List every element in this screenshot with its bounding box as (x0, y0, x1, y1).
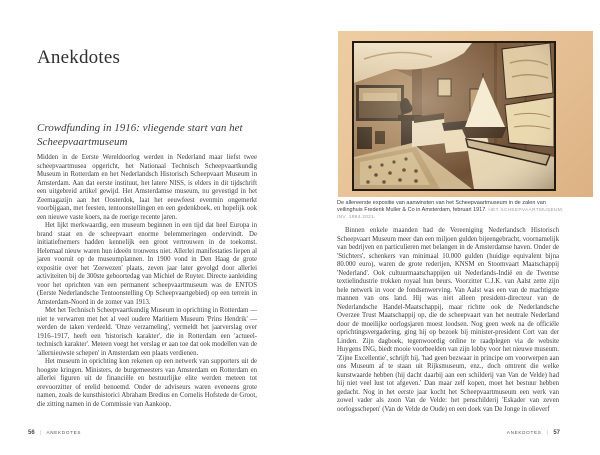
photo-caption (337, 200, 571, 222)
paragraph: Met het Technisch Scheepvaartkundig Museum in oprichting in Rotterdam — niet te verwarren met het al veel oudere Maritiem Museum 'Prins Hendrik' — werden de taken verdeeld. 'Onze verzameling', vermeldt het jaarverslag over 1916–1917, heeft een 'historisch karakter', die in Rotterdam een 'actueel-technisch karakter'. Meteen voegt het verslag er aan toe dat ook modellen van de 'allernieuwste schepen' in Amsterdam een plaats verdienen. (37, 307, 257, 357)
paragraph: Midden in de Eerste Wereldoorlog werden in Nederland maar liefst twee scheepvaartmusea opgericht, het Nationaal Technisch Scheepvaartkundig Museum in Rotterdam en het Nederlandsch Historisch Scheepvaart Museum in Amsterdam. Aan dat eerste instituut, het latere NISS, is elders in dit tijdschrift een uitgebreid artikel gewijd. Het Amsterdamse museum, nu gevestigd in het Zeemagazijn aan het Oosterdok, laat het eeuwfeest evenmin ongemerkt voorbijgaan, met feesten, tentoonstellingen en een gedenkboek, en hopelijk ook een nieuwe vaste koers, na de roerige recente jaren. (37, 154, 257, 221)
footer-section-label: ANEKDOTES (46, 430, 82, 435)
caption-text: De allereerste expositie van aanwinsten van het Scheepvaartmuseum in de zalen van veilinghuis Frederik Muller & Co in Amsterdam, februari 1917. (337, 200, 546, 214)
archival-photo-mount (338, 31, 593, 197)
paragraph: Binnen enkele maanden had de Vereeniging Nederlandsch Historisch Scheepvaart Museum meer dan een miljoen gulden bijeengebracht, voornamelijk van bedrijven en particulieren met belangen in de Amsterdamse haven. Onder de 'Stichters', schenkers van minimaal 10.000 gulden (huidige equivalent bijna 80.000 euro), waren de grote rederijen, KNSM en Stoomvaart Maatschappij 'Nederland'. Ook cultuurmaatschappijen uit Nederlands-Indië en de Twentse textielindustrie trokken royaal hun beurs. Voorzitter C.J.K. van Aalst zette zijn hele netwerk in voor de fondsenwerving. Van Aalst was een van de machtigste mannen van ons land. Hij was niet alleen president-directeur van de Nederlandsche Handel-Maatschappij, maar richtte ook de Nederlandsche Overzee Trust Maatschappij op, die de scheepvaart van het neutrale Nederland door de moeilijke oorlogsjaren moest loodsen. Nog geen week na de officiële oprichtingsvergadering, ging hij op bezoek bij minister-president Cort van der Linden. Zijn dagboek, tegenwoordig online te raadplegen via de website Huygens ING, biedt mooie voorbeelden van zijn lobby voor het nieuwe museum. 'Zijne Excellentie', schrijft hij, 'had geen bezwaar in principe om voorwerpen aan ons Museum af te staan uit Rijksmuseum, enz., doch omtrent die welke kunstwaarde hebben (hij dacht daarbij aan een schilderij van Van de Velde) had hij niet veel lust tot afgeven.' Dan maar zelf kopen, moet het bestuur hebben gedacht. Nog in het eerste jaar kocht het Scheepvaartmuseum een werk van zowel vader als zoon Van de Velde: het penschilderij 'Eskader van zeven oorlogsschepen' (Van de Velde de Oude) en een doek van De Jonge in olieverf (337, 227, 559, 413)
caption-credit: HET SCHEEPVAARTMUSEUM, INV. 1994.2021. (337, 208, 564, 221)
article-subtitle: Crowdfunding in 1916: vliegende start van het Scheepvaartmuseum (37, 122, 243, 148)
page-number: 57 (553, 430, 560, 436)
right-page-body (337, 227, 559, 414)
museum-room-photo (352, 41, 556, 191)
left-page-body (37, 154, 257, 409)
page-number: 56 (28, 430, 35, 436)
paragraph: Het lijkt merkwaardig, een museum beginnen in een tijd dat heel Europa in brand staat en de scheepvaart enorme belemmeringen ondervindt. De initiatiefnemers hadden kennelijk een groot vertrouwen in de toekomst. Helemaal nieuw waren hun ideeën trouwens niet. Allerlei manifestaties liepen al jaren vooruit op de museumplannen. In 1900 vond in Den Haag de grote expositie over het 'Zeewezen' plaats, zeven jaar later gevolgd door allerlei activiteiten bij de 300ste geboortedag van Michiel de Ruyter. Directe aanleiding voor het oprichten van een permanent scheepvaartmuseum was de ENTOS (Eerste Nederlandsche Tentoonstelling Op Scheepvaartgebied) op een terrein in Amsterdam-Noord in de zomer van 1913. (37, 222, 257, 306)
footer-separator: | (39, 430, 42, 436)
paragraph: Het museum in oprichting kon rekenen op een netwerk van supporters uit de hoogste kringen. Ministers, de burgemeesters van Amsterdam en Rotterdam en allerlei figuren uit de financiële en bestuurlijke elite werden meteen tot erevoorzitter of erelid benoemd. Onder de adviseurs waren eveneens grote namen, zoals de kunsthistorici Abraham Bredius en Cornelis Hofstede de Groot, die zitting namen in de Commissie van Aankoop. (37, 358, 257, 408)
right-page-footer (337, 430, 560, 436)
museum-room-photo-art (354, 43, 554, 189)
footer-separator: | (546, 430, 549, 436)
left-page-footer (28, 430, 81, 436)
footer-section-label: ANEKDOTES (506, 430, 542, 435)
page-title: Anekdotes (37, 47, 121, 68)
